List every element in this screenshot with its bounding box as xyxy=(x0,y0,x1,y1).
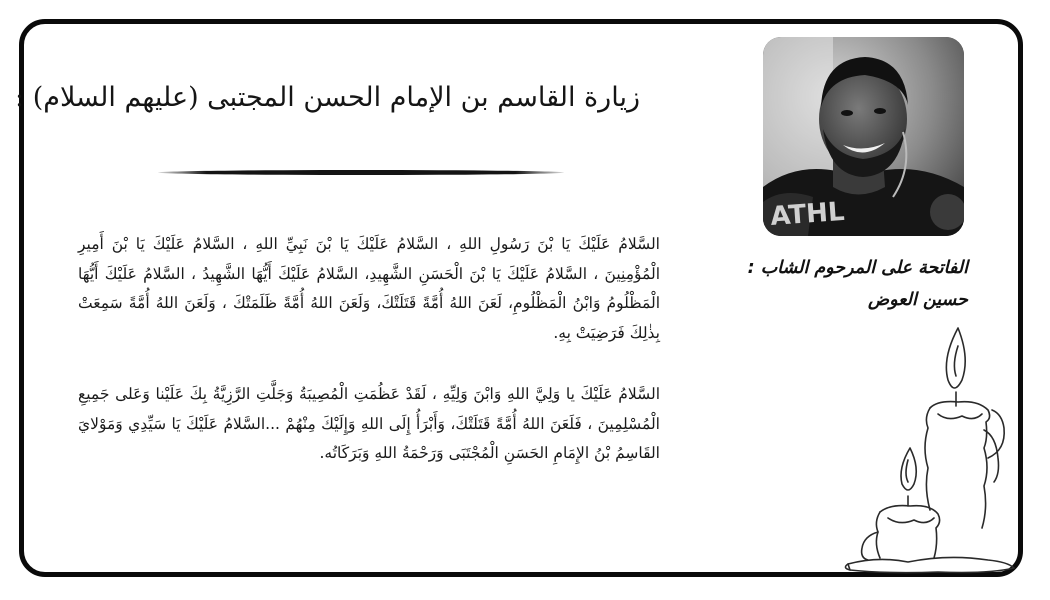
ziyarat-paragraph-1: السَّلامُ عَلَيْكَ يَا بْنَ رَسُولِ اللهِ ، السَّلامُ عَلَيْكَ يَا بْنَ نَبِيِّ اللهِ ، السَّلامُ عَلَيْكَ يَا بْنَ أَمِيرِ الْمُؤْمِنِينَ ، السَّلامُ عَلَيْكَ يَا بْنَ الْحَسَنِ الشَّهِيدِ، السَّلامُ عَلَيْكَ أَيُّهَا الشَّهِيدُ ، السَّلامُ عَلَيْكَ أَيُّهَا الْمَظْلُومُ وَابْنُ الْمَظْلُومِ، لَعَنَ اللهُ أُمَّةً قَتَلَتْكَ، وَلَعَنَ اللهُ أُمَّةً ظَلَمَتْكَ ، وَلَعَنَ اللهُ أُمَّةً سَمِعَتْ بِذٰلِكَ فَرَضِيَتْ بِهِ. xyxy=(78,235,660,342)
ziyarat-paragraph-2: السَّلامُ عَلَيْكَ يا وَلِيَّ اللهِ وَابْنَ وَلِيِّهِ ، لَقَدْ عَظُمَتِ الْمُصِيبَةُ وَجَلَّتِ الرَّزِيَّةُ بِكَ عَلَيْنا وَعَلى جَمِيعِ الْمُسْلِمِينَ ، فَلَعَنَ اللهُ أُمَّةً قَتَلَتْكَ، وَأَبْرَأُ إِلَى اللهِ وَإِلَيْكَ مِنْهُمْ ...السَّلامُ عَلَيْكَ يَا سَيِّدِي وَمَوْلايَ القَاسِمُ بْنُ الإِمَامِ الحَسَنِ الْمُجْتَبَى وَرَحْمَةُ اللهِ وَبَرَكَاتُه. xyxy=(78,385,660,462)
portrait-photo xyxy=(763,37,964,236)
svg-text:ATHL: ATHL xyxy=(769,196,846,232)
page-title: زيارة القاسم بن الإمام الحسن المجتبى (عليهم السلام) : xyxy=(15,82,640,113)
caption-line-2: حسين العوض xyxy=(868,290,968,310)
candles-icon xyxy=(838,318,1018,576)
portrait-image xyxy=(763,37,964,236)
memorial-caption xyxy=(700,252,968,316)
title-divider xyxy=(158,170,564,175)
caption-line-1: الفاتحة على المرحوم الشاب : xyxy=(747,258,968,278)
